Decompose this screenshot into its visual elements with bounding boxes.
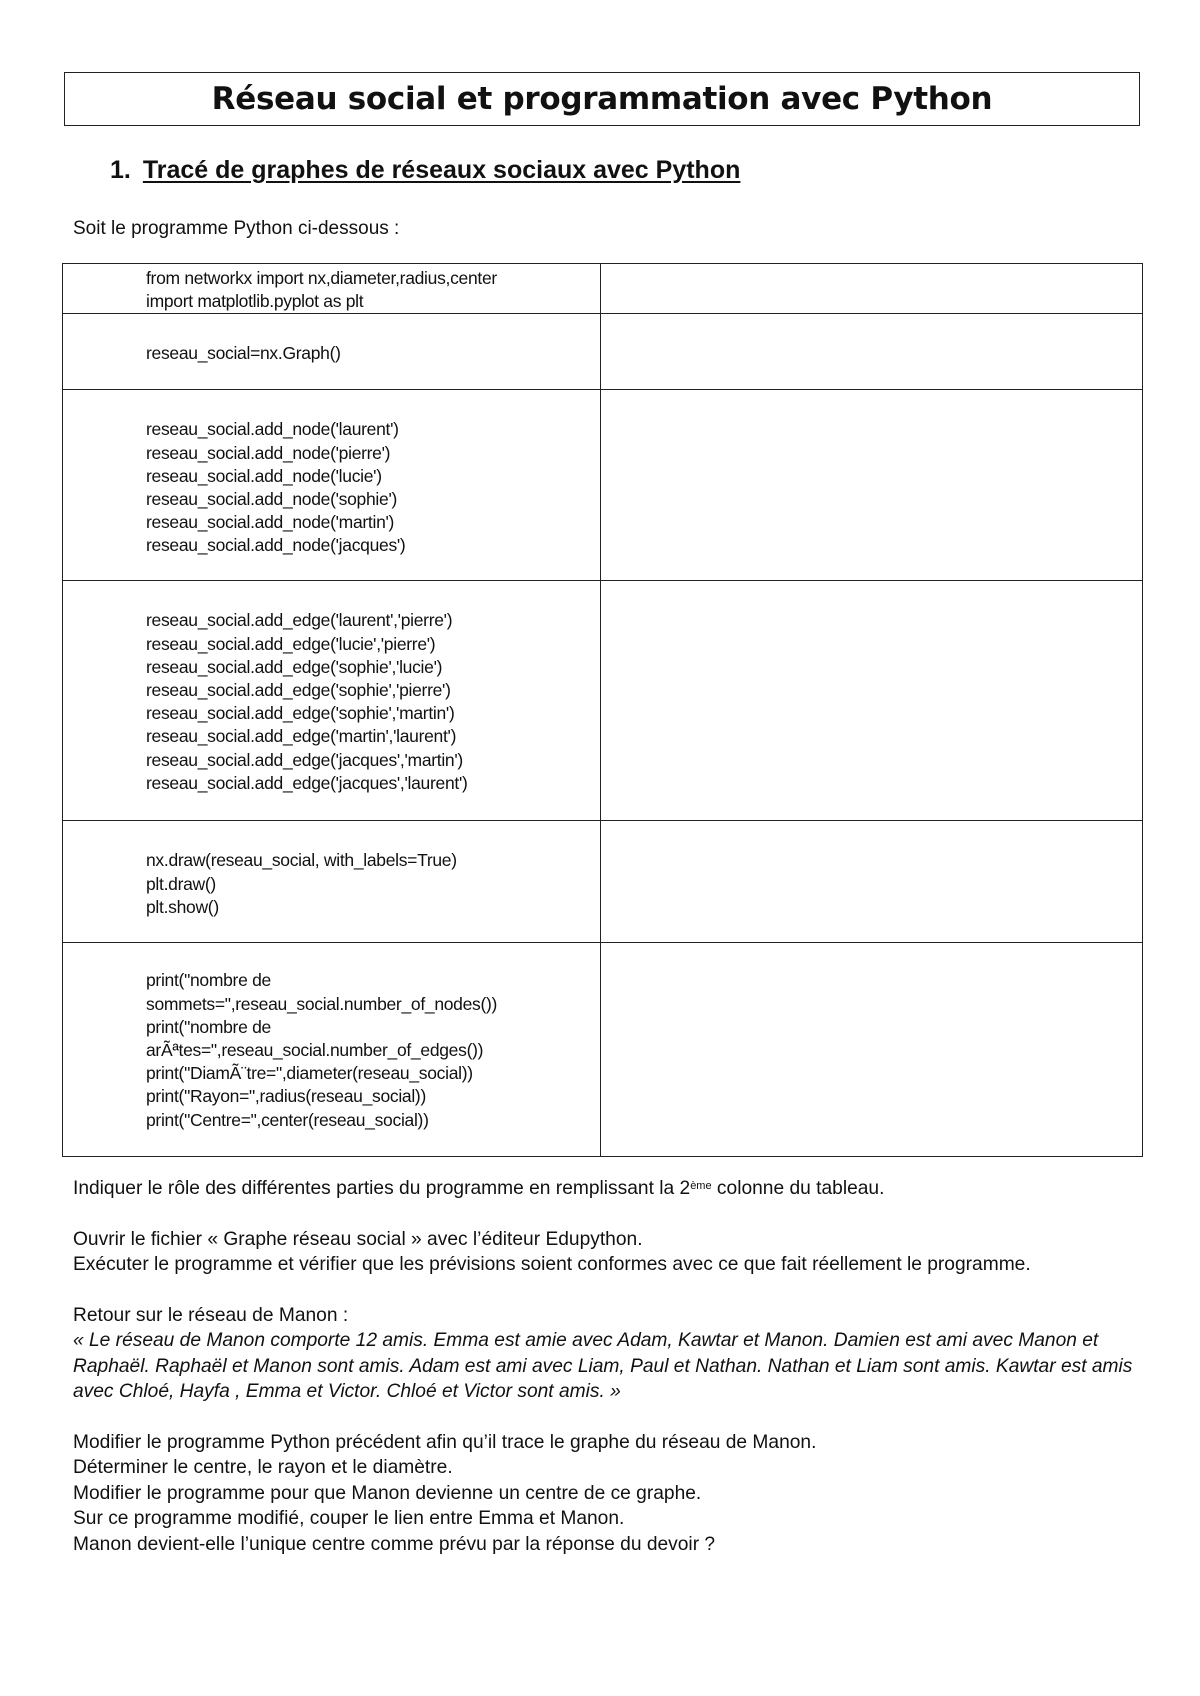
code-line: print("Rayon=",radius(reseau_social)) <box>146 1086 426 1107</box>
task-line: Modifier le programme pour que Manon devienne un centre de ce graphe. <box>73 1482 702 1504</box>
table-row <box>63 390 1143 581</box>
role-cell[interactable] <box>601 390 1143 581</box>
intro-text: Soit le programme Python ci-dessous : <box>73 218 400 239</box>
code-table <box>62 263 1143 1157</box>
code-line: print("nombre de sommets=",reseau_social.number_of_nodes()) <box>146 970 498 1014</box>
role-cell[interactable] <box>601 581 1143 821</box>
table-row <box>63 314 1143 390</box>
code-line: reseau_social.add_edge('jacques','laurent') <box>146 772 468 793</box>
fill-table-instruction: Indiquer le rôle des différentes parties du programme en remplissant la 2ème colonne du tableau. <box>73 1178 885 1199</box>
task-line: Déterminer le centre, le rayon et le diamètre. <box>73 1457 453 1478</box>
code-line: print("Centre=",center(reseau_social)) <box>146 1109 429 1130</box>
task-line: Sur ce programme modifié, couper le lien entre Emma et Manon. <box>73 1508 625 1529</box>
code-cell <box>63 943 601 1157</box>
execute-instruction: Exécuter le programme et vérifier que les prévisions soient conformes avec ce que fait réellement le programme. <box>73 1254 1031 1275</box>
code-line: reseau_social.add_node('martin') <box>146 512 395 533</box>
code-line: reseau_social.add_edge('lucie','pierre') <box>146 633 436 654</box>
table-row <box>63 821 1143 943</box>
code-line: reseau_social.add_node('laurent') <box>146 419 399 440</box>
code-cell <box>63 390 601 581</box>
section-heading <box>110 156 740 185</box>
code-line: from networkx import nx,diameter,radius,center <box>146 268 497 288</box>
open-file-instruction: Ouvrir le fichier « Graphe réseau social » avec l’éditeur Edupython. <box>73 1228 643 1250</box>
section-number: 1. <box>110 156 131 184</box>
table-row <box>63 581 1143 821</box>
code-line: reseau_social.add_edge('sophie','lucie') <box>146 656 443 677</box>
section-title: Tracé de graphes de réseaux sociaux avec Python <box>142 156 741 184</box>
task-line: Modifier le programme Python précédent afin qu’il trace le graphe du réseau de Manon. <box>73 1431 817 1453</box>
code-line: reseau_social.add_node('lucie') <box>146 465 382 486</box>
code-line: nx.draw(reseau_social, with_labels=True) <box>146 850 457 871</box>
code-line: reseau_social.add_edge('laurent','pierre') <box>146 610 453 631</box>
role-cell[interactable] <box>601 264 1143 314</box>
code-line: reseau_social.add_edge('sophie','pierre') <box>146 680 451 701</box>
code-line: plt.draw() <box>146 873 216 894</box>
code-line: import matplotlib.pyplot as plt <box>146 291 364 312</box>
table-row <box>63 943 1143 1157</box>
code-cell <box>63 264 601 314</box>
role-cell[interactable] <box>601 943 1143 1157</box>
code-cell <box>63 821 601 943</box>
table-row <box>63 264 1143 314</box>
code-line: reseau_social.add_edge('martin','laurent') <box>146 726 457 747</box>
code-line: plt.show() <box>146 896 219 917</box>
document-title: Réseau social et programmation avec Python <box>211 81 993 117</box>
code-line: reseau_social.add_edge('sophie','martin') <box>146 703 455 724</box>
code-line: print("nombre de arÃªtes=",reseau_social.number_of_edges()) <box>146 1016 484 1061</box>
task-line: Manon devient-elle l’unique centre comme prévu par la réponse du devoir ? <box>73 1533 716 1555</box>
code-line: reseau_social=nx.Graph() <box>146 343 341 364</box>
role-cell[interactable] <box>601 821 1143 943</box>
code-line: reseau_social.add_node('sophie') <box>146 489 398 510</box>
code-line: reseau_social.add_edge('jacques','martin') <box>146 749 463 770</box>
instructions-block <box>73 1176 1133 1557</box>
code-line: print("DiamÃ¨tre=",diameter(reseau_social)) <box>146 1063 473 1084</box>
network-heading: Retour sur le réseau de Manon : <box>73 1304 349 1326</box>
code-cell <box>63 314 601 390</box>
role-cell[interactable] <box>601 314 1143 390</box>
code-line: reseau_social.add_node('jacques') <box>146 535 406 556</box>
code-cell <box>63 581 601 821</box>
title-box <box>64 72 1140 126</box>
network-description: « Le réseau de Manon comporte 12 amis. Emma est amie avec Adam, Kawtar et Manon. Damien est ami avec Manon et Raphaël. Raphaël et Manon sont amis. Adam est ami avec Liam, Paul et Nathan. Nathan et Liam sont amis. Kawtar est amis avec Chloé, Hayfa , Emma et Victor. Chloé et Victor sont amis. » <box>73 1330 1133 1402</box>
code-line: reseau_social.add_node('pierre') <box>146 442 391 463</box>
